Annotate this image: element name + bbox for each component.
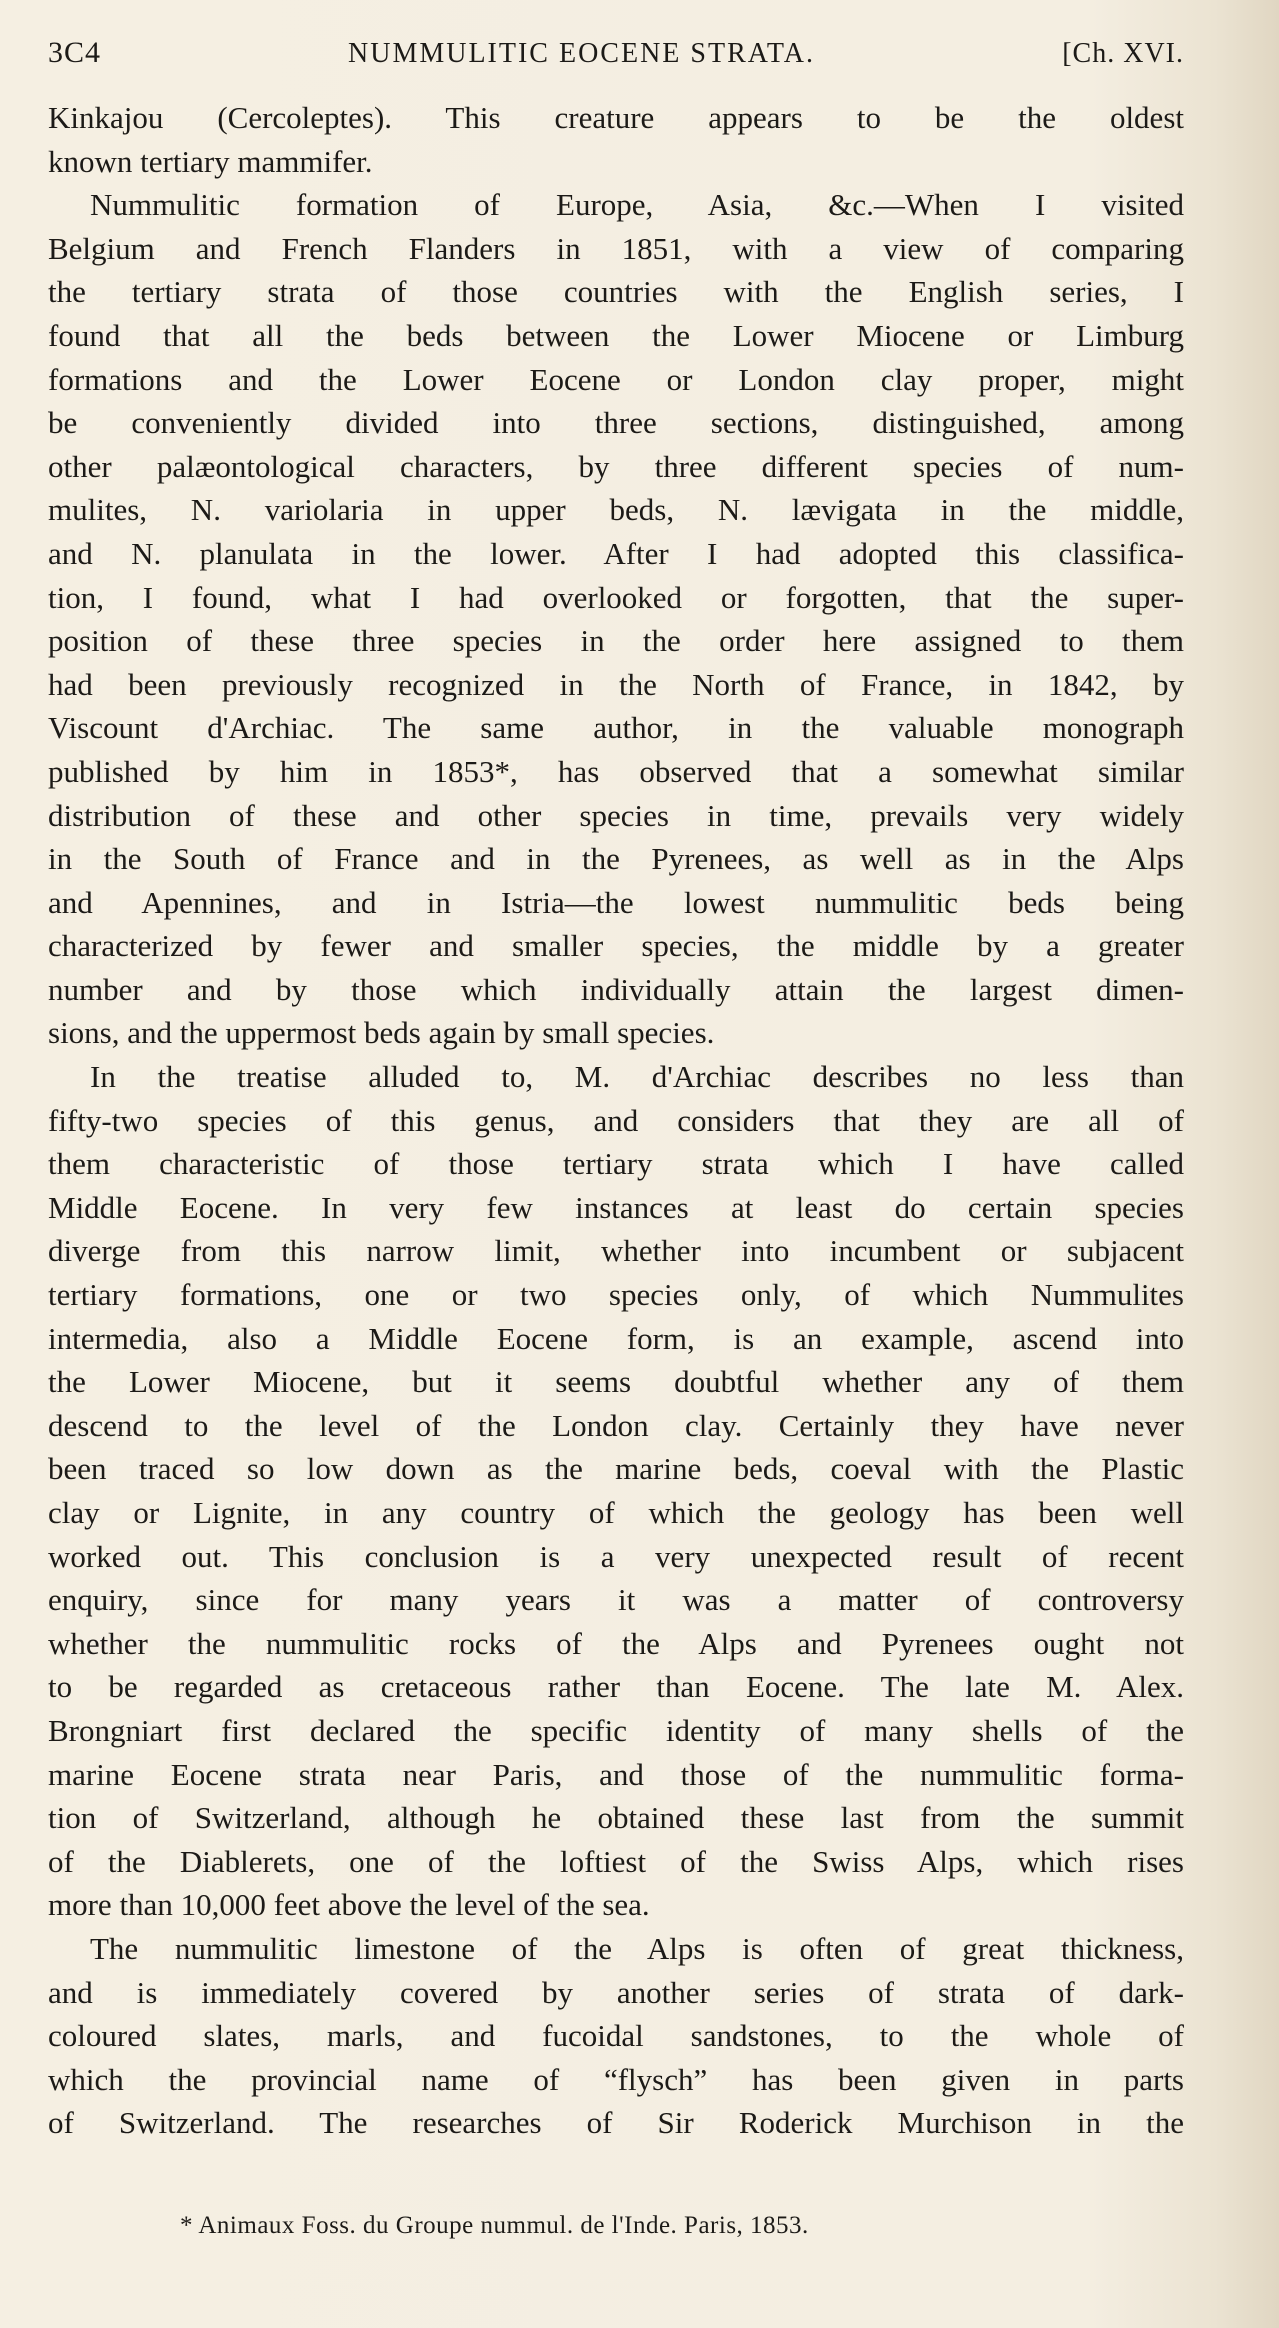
text-line: Brongniart first declared the specific identity of many shells of the — [48, 1712, 1184, 1748]
text-line: clay or Lignite, in any country of which the geology has been well — [48, 1495, 1184, 1530]
text-line: mulites, N. variolaria in upper beds, N. lævigata in the middle, — [48, 492, 1184, 528]
text-line: descend to the level of the London clay. Certainly they have never — [48, 1407, 1184, 1443]
chapter-label: [Ch. XVI. — [1062, 38, 1184, 69]
text-line: Viscount d'Archiac. The same author, in the valuable monograph — [48, 710, 1184, 746]
text-line: published by him in 1853*, has observed that a somewhat similar — [48, 753, 1184, 789]
text-line: of the Diablerets, one of the loftiest of the Swiss Alps, which rises — [48, 1843, 1184, 1879]
text-line: and N. planulata in the lower. After I had adopted this classifica- — [48, 535, 1184, 571]
text-line: marine Eocene strata near Paris, and those of the nummulitic forma- — [48, 1756, 1184, 1792]
running-header — [48, 36, 1184, 76]
text-line: be conveniently divided into three sections, distinguished, among — [48, 405, 1184, 441]
text-line: Kinkajou (Cercoleptes). This creature appears to be the oldest — [48, 100, 1184, 135]
text-line: the tertiary strata of those countries with the English series, I — [48, 274, 1184, 310]
text-line: had been previously recognized in the North of France, in 1842, by — [48, 666, 1184, 702]
text-line: and is immediately covered by another series of strata of dark- — [48, 1974, 1184, 2010]
page-number: 3C4 — [48, 36, 102, 69]
text-line: which the provincial name of “flysch” has been given in parts — [48, 2061, 1184, 2097]
text-line: tion, I found, what I had overlooked or forgotten, that the super- — [48, 579, 1184, 615]
text-line: number and by those which individually attain the largest dimen- — [48, 971, 1184, 1007]
text-line: whether the nummulitic rocks of the Alps and Pyrenees ought not — [48, 1625, 1184, 1661]
footnote: * Animaux Foss. du Groupe nummul. de l'Inde. Paris, 1853. — [180, 2212, 809, 2239]
text-line: to be regarded as cretaceous rather than Eocene. The late M. Alex. — [48, 1669, 1184, 1705]
text-line: the Lower Miocene, but it seems doubtful whether any of them — [48, 1364, 1184, 1400]
text-line: found that all the beds between the Lower Miocene or Limburg — [48, 317, 1184, 353]
text-line: of Switzerland. The researches of Sir Roderick Murchison in the — [48, 2105, 1184, 2141]
text-line: them characteristic of those tertiary strata which I have called — [48, 1146, 1184, 1182]
text-line: other palæontological characters, by three different species of num- — [48, 448, 1184, 484]
body-text — [48, 96, 1184, 2145]
text-line: characterized by fewer and smaller species, the middle by a greater — [48, 928, 1184, 964]
text-line: tion of Switzerland, although he obtained these last from the summit — [48, 1800, 1184, 1836]
text-line: and Apennines, and in Istria—the lowest nummulitic beds being — [48, 884, 1184, 920]
text-line: tertiary formations, one or two species only, of which Nummulites — [48, 1277, 1184, 1313]
text-line: Nummulitic formation of Europe, Asia, &c.—When I visited — [90, 187, 1184, 223]
text-line: formations and the Lower Eocene or London clay proper, might — [48, 361, 1184, 397]
text-line: position of these three species in the order here assigned to them — [48, 623, 1184, 659]
text-line: Middle Eocene. In very few instances at least do certain species — [48, 1189, 1184, 1225]
text-line: worked out. This conclusion is a very unexpected result of recent — [48, 1538, 1184, 1574]
text-line: more than 10,000 feet above the level of the sea. — [48, 1887, 650, 1923]
text-line: The nummulitic limestone of the Alps is often of great thickness, — [90, 1930, 1184, 1966]
text-line: sions, and the uppermost beds again by small species. — [48, 1015, 715, 1051]
running-title: NUMMULITIC EOCENE STRATA. — [348, 38, 815, 69]
text-line: in the South of France and in the Pyrenees, as well as in the Alps — [48, 841, 1184, 877]
text-line: intermedia, also a Middle Eocene form, is an example, ascend into — [48, 1320, 1184, 1356]
text-line: coloured slates, marls, and fucoidal sandstones, to the whole of — [48, 2018, 1184, 2054]
text-line: distribution of these and other species in time, prevails very widely — [48, 797, 1184, 833]
text-line: fifty-two species of this genus, and considers that they are all of — [48, 1102, 1184, 1138]
text-line: enquiry, since for many years it was a matter of controversy — [48, 1582, 1184, 1618]
text-line: Belgium and French Flanders in 1851, with a view of comparing — [48, 230, 1184, 266]
text-line: known tertiary mammifer. — [48, 143, 373, 179]
text-line: In the treatise alluded to, M. d'Archiac describes no less than — [90, 1059, 1184, 1095]
text-line: been traced so low down as the marine beds, coeval with the Plastic — [48, 1451, 1184, 1487]
text-line: diverge from this narrow limit, whether into incumbent or subjacent — [48, 1233, 1184, 1269]
